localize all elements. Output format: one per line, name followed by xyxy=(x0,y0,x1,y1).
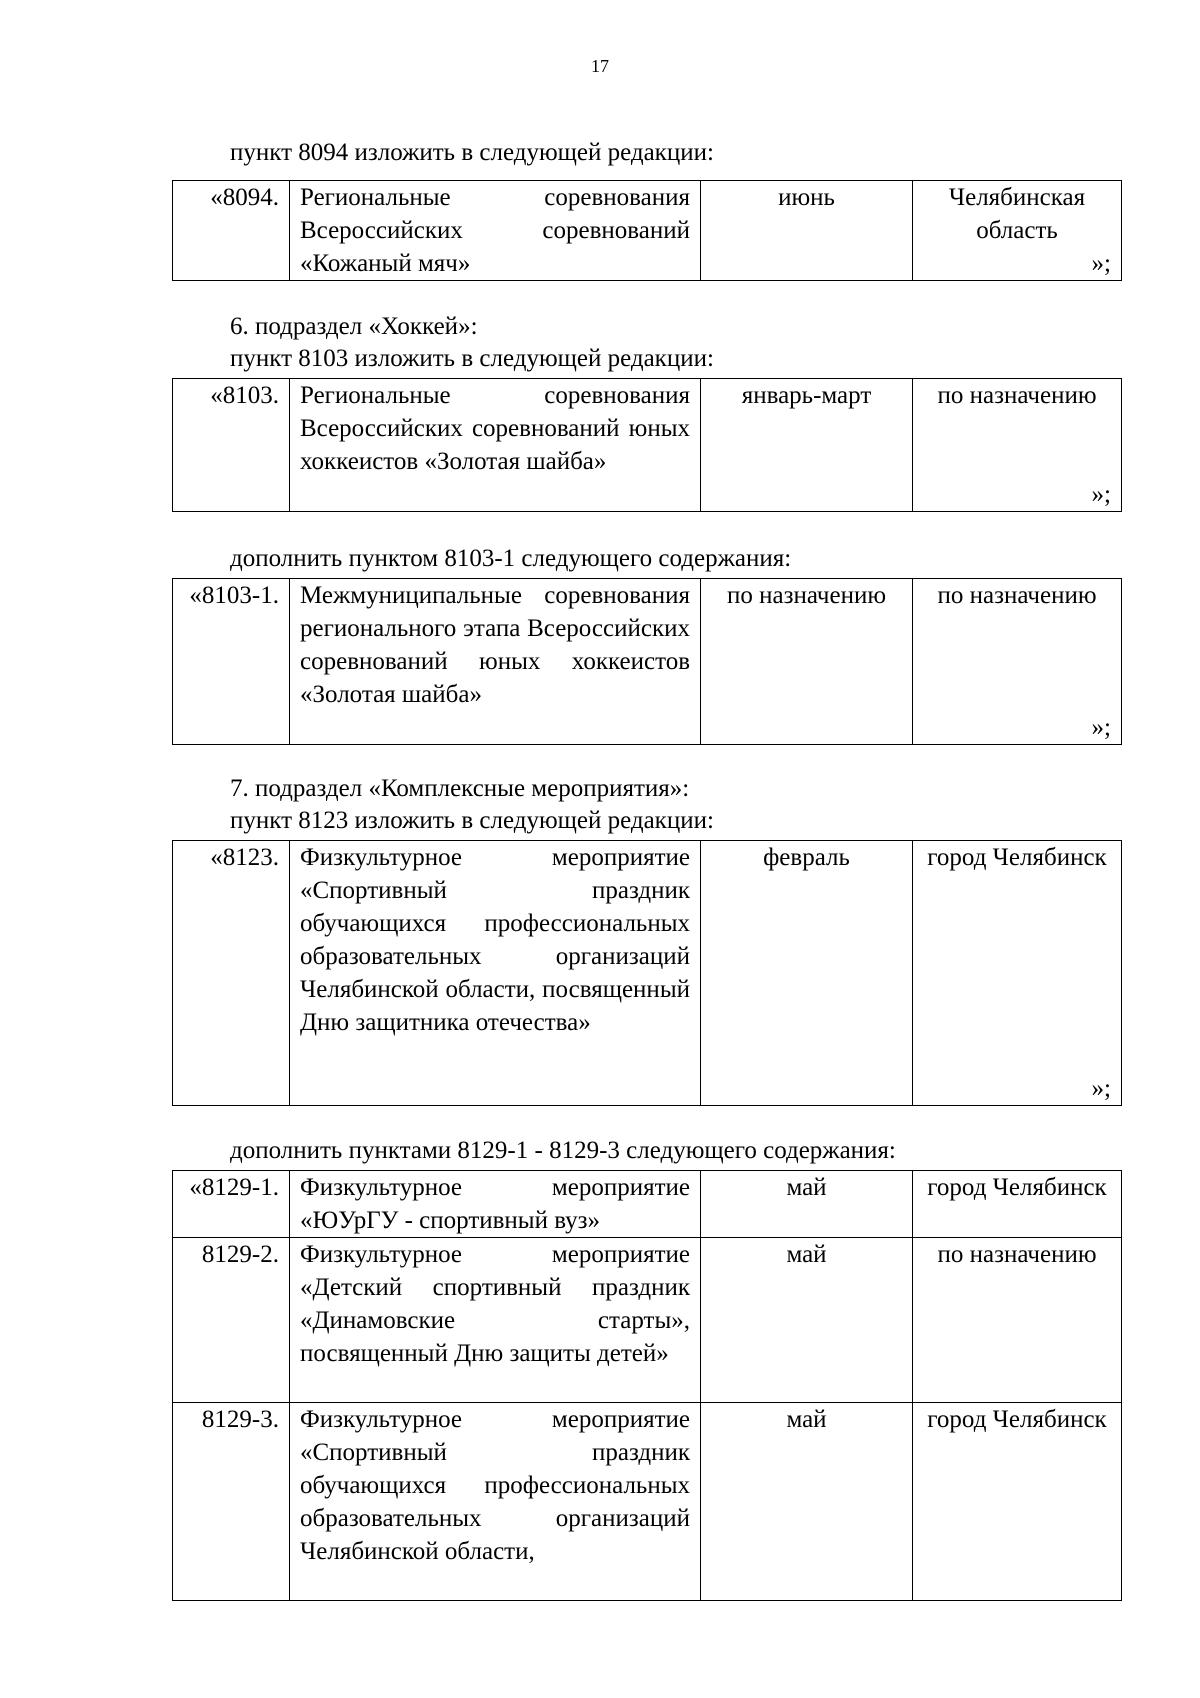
clause-period: май xyxy=(701,1171,913,1238)
amendment-intro: дополнить пунктами 8129-1 - 8129-3 следующего содержания: xyxy=(230,1137,896,1164)
clause-place-text: город Челябинск xyxy=(927,844,1107,871)
clause-period: май xyxy=(701,1403,913,1601)
clause-table-8103-1 xyxy=(172,578,1122,745)
amendment-intro: дополнить пунктом 8103-1 следующего содержания: xyxy=(230,545,792,572)
clause-number: 8129-2. xyxy=(173,1238,290,1403)
clause-place: город Челябинск xyxy=(913,1171,1122,1238)
clause-description: Региональные соревнования Всероссийских соревнований «Кожаный мяч» xyxy=(290,181,701,281)
clause-description: Физкультурное мероприятие «Спортивный праздник обучающихся профессиональных образовательных организаций Челябинской области, посвященный Дню защитника отечества» xyxy=(290,841,701,1106)
clause-number: 8129-3. xyxy=(173,1403,290,1601)
clause-table-8094 xyxy=(172,180,1122,281)
table-row xyxy=(173,181,1122,281)
table-row xyxy=(173,1403,1122,1601)
clause-place: город Челябинск xyxy=(913,1403,1122,1601)
clause-table-8129 xyxy=(172,1170,1122,1601)
table-row xyxy=(173,1171,1122,1238)
clause-description: Межмуниципальные соревнования регионального этапа Всероссийских соревнований юных хоккеистов «Золотая шайба» xyxy=(290,579,701,745)
clause-period: май xyxy=(701,1238,913,1403)
clause-period: по назначению xyxy=(701,579,913,745)
clause-place xyxy=(913,181,1122,281)
clause-description: Физкультурное мероприятие «ЮУрГУ - спортивный вуз» xyxy=(290,1171,701,1238)
clause-place xyxy=(913,841,1122,1106)
clause-number: «8103. xyxy=(173,379,290,512)
clause-description: Физкультурное мероприятие «Детский спортивный праздник «Динамовские старты», посвященный Дню защиты детей» xyxy=(290,1238,701,1403)
table-row xyxy=(173,579,1122,745)
closing-quote: »; xyxy=(1091,250,1111,277)
clause-number: «8103-1. xyxy=(173,579,290,745)
clause-place-text: Челябинская область xyxy=(948,184,1086,244)
closing-quote: »; xyxy=(1091,714,1111,741)
clause-place: по назначению xyxy=(913,1238,1122,1403)
clause-period: июнь xyxy=(701,181,913,281)
clause-table-8103 xyxy=(172,378,1122,512)
closing-quote: »; xyxy=(1091,481,1111,508)
section-heading: 7. подраздел «Комплексные мероприятия»: xyxy=(230,775,690,802)
clause-description: Физкультурное мероприятие «Спортивный праздник обучающихся профессиональных образовательных организаций Челябинской области, xyxy=(290,1403,701,1601)
clause-place-text: по назначению xyxy=(937,382,1097,409)
amendment-intro: пункт 8094 изложить в следующей редакции: xyxy=(230,139,714,166)
amendment-intro: пункт 8103 изложить в следующей редакции: xyxy=(230,345,714,372)
clause-number: «8123. xyxy=(173,841,290,1106)
table-row xyxy=(173,379,1122,512)
clause-number: «8129-1. xyxy=(173,1171,290,1238)
clause-number: «8094. xyxy=(173,181,290,281)
amendment-intro: пункт 8123 изложить в следующей редакции: xyxy=(230,807,714,834)
table-row xyxy=(173,1238,1122,1403)
closing-quote: »; xyxy=(1091,1075,1111,1102)
clause-period: январь-март xyxy=(701,379,913,512)
clause-place xyxy=(913,379,1122,512)
clause-place xyxy=(913,579,1122,745)
table-row xyxy=(173,841,1122,1106)
page-number: 17 xyxy=(591,56,609,76)
clause-place-text: по назначению xyxy=(937,582,1097,609)
clause-table-8123 xyxy=(172,840,1122,1106)
clause-period: февраль xyxy=(701,841,913,1106)
clause-description: Региональные соревнования Всероссийских соревнований юных хоккеистов «Золотая шайба» xyxy=(290,379,701,512)
section-heading: 6. подраздел «Хоккей»: xyxy=(230,313,478,340)
